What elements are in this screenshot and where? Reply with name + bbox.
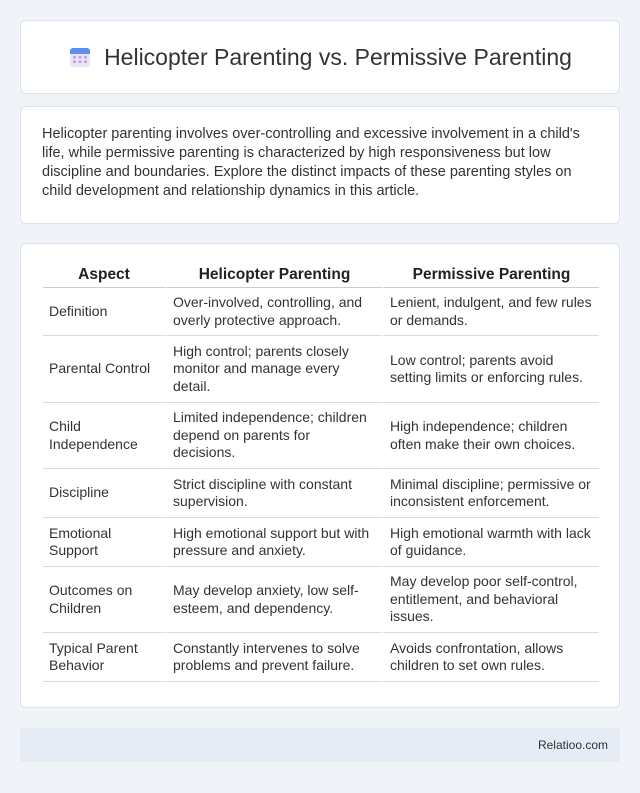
header	[68, 44, 572, 71]
comparison-card	[20, 243, 620, 708]
aspect-cell: Emotional Support	[43, 518, 165, 567]
permissive-cell: High independence; children often make their own choices.	[382, 403, 599, 469]
table-row	[43, 336, 599, 403]
aspect-cell: Child Independence	[43, 403, 165, 469]
permissive-cell: Low control; parents avoid setting limits or enforcing rules.	[382, 336, 599, 403]
permissive-cell: Lenient, indulgent, and few rules or demands.	[382, 288, 599, 336]
footer	[20, 728, 620, 762]
comparison-table	[43, 262, 599, 682]
table-row	[43, 288, 599, 336]
permissive-cell: High emotional warmth with lack of guidance.	[382, 518, 599, 567]
helicopter-cell: Over-involved, controlling, and overly protective approach.	[165, 288, 382, 336]
table-row	[43, 633, 599, 682]
aspect-cell: Typical Parent Behavior	[43, 633, 165, 682]
intro-card	[20, 106, 620, 224]
helicopter-cell: Limited independence; children depend on parents for decisions.	[165, 403, 382, 469]
aspect-cell: Discipline	[43, 469, 165, 518]
table-row	[43, 403, 599, 469]
helicopter-cell: High control; parents closely monitor and manage every detail.	[165, 336, 382, 403]
helicopter-cell: Strict discipline with constant supervision.	[165, 469, 382, 518]
intro-text: Helicopter parenting involves over-controlling and excessive involvement in a child's life, while permissive parenting is characterized by high responsiveness but low discipline and boundaries. Explore the distinct impacts of these parenting styles on child development and relationship dynamics in this article.	[42, 126, 580, 199]
footer-brand: Relatioo.com	[537, 738, 608, 752]
header-card	[20, 20, 620, 94]
table-row	[43, 469, 599, 518]
table-row	[43, 567, 599, 633]
table-header-row	[43, 262, 599, 288]
helicopter-cell: May develop anxiety, low self-esteem, and dependency.	[165, 567, 382, 633]
header-permissive: Permissive Parenting	[382, 262, 599, 288]
aspect-cell: Definition	[43, 288, 165, 336]
header-helicopter: Helicopter Parenting	[165, 262, 382, 288]
calendar-icon	[68, 45, 92, 69]
helicopter-cell: High emotional support but with pressure and anxiety.	[165, 518, 382, 567]
permissive-cell: Minimal discipline; permissive or inconsistent enforcement.	[382, 469, 599, 518]
aspect-cell: Outcomes on Children	[43, 567, 165, 633]
aspect-cell: Parental Control	[43, 336, 165, 403]
page-title: Helicopter Parenting vs. Permissive Parenting	[104, 43, 572, 70]
permissive-cell: Avoids confrontation, allows children to set own rules.	[382, 633, 599, 682]
table-row	[43, 518, 599, 567]
permissive-cell: May develop poor self-control, entitlement, and behavioral issues.	[382, 567, 599, 633]
helicopter-cell: Constantly intervenes to solve problems and prevent failure.	[165, 633, 382, 682]
header-aspect: Aspect	[43, 262, 165, 288]
